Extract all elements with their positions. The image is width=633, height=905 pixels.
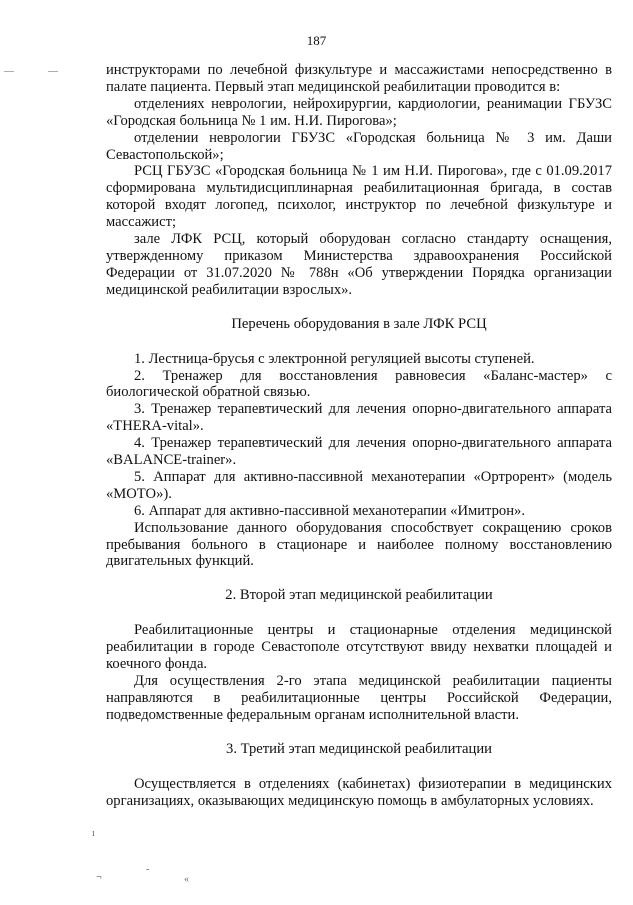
paragraph: Осуществляется в отделениях (кабинетах) физиотерапии в медицинских организациях, оказывающих медицинскую помощь в амбулаторных условиях. bbox=[106, 775, 612, 809]
scan-mark: — bbox=[48, 66, 58, 77]
section-heading: 2. Второй этап медицинской реабилитации bbox=[225, 587, 493, 604]
list-item: 4. Тренажер терапевтический для лечения опорно-двигательного аппарата «BALANCE-trainer». bbox=[106, 435, 612, 469]
scan-mark: - bbox=[146, 864, 150, 875]
paragraph: отделениях неврологии, нейрохирургии, кардиологии, реанимации ГБУЗС «Городская больница № 1 им. Н.И. Пирогова»; bbox=[106, 95, 612, 129]
paragraph: Для осуществления 2-го этапа медицинской реабилитации пациенты направляются в реабилитационные центры Российской Федерации, подведомственные федеральным органам исполнительной власти. bbox=[106, 673, 612, 723]
list-item: 3. Тренажер терапевтический для лечения опорно-двигательного аппарата «THERA-vital». bbox=[106, 401, 612, 435]
section-heading: 3. Третий этап медицинской реабилитации bbox=[226, 740, 492, 757]
scan-mark: ı bbox=[92, 828, 95, 839]
paragraph: РСЦ ГБУЗС «Городская больница № 1 им Н.И. Пирогова», где с 01.09.2017 сформирована мультидисциплинарная реабилитационная бригада, в состав которой входят логопед, психолог, инструктор по лечебной физкультуре и массажист; bbox=[106, 163, 612, 231]
list-item: 5. Аппарат для активно-пассивной механотерапии «Ортрорент» (модель «МОТО»). bbox=[106, 468, 612, 502]
scan-mark: « bbox=[184, 874, 189, 885]
paragraph: зале ЛФК РСЦ, который оборудован согласно стандарту оснащения, утвержденному приказом Министерства здравоохранения Российской Федерации от 31.07.2020 № 788н «Об утверждении Порядка организации медицинской реабилитации взрослых». bbox=[106, 231, 612, 298]
page-number: 187 bbox=[306, 33, 327, 48]
list-item: 6. Аппарат для активно-пассивной механотерапии «Имитрон». bbox=[134, 502, 525, 519]
scan-mark: ¬ bbox=[96, 872, 102, 883]
list-item: 1. Лестница-брусья с электронной регуляцией высоты ступеней. bbox=[134, 350, 535, 367]
paragraph: отделении неврологии ГБУЗС «Городская больница № 3 им. Даши Севастопольской»; bbox=[106, 129, 612, 163]
paragraph: Реабилитационные центры и стационарные отделения медицинской реабилитации в городе Севастополе отсутствуют ввиду нехватки площадей и коечного фонда. bbox=[106, 622, 612, 673]
paragraph: Использование данного оборудования способствует сокращению сроков пребывания больного в стационаре и наиболее полному восстановлению двигательных функций. bbox=[106, 519, 612, 570]
paragraph: инструкторами по лечебной физкультуре и массажистами непосредственно в палате пациента. Первый этап медицинской реабилитации проводится в: bbox=[106, 62, 612, 95]
document-body bbox=[106, 62, 612, 809]
list-item: 2. Тренажер для восстановления равновесия «Баланс-мастер» с биологической обратной связью. bbox=[106, 367, 612, 401]
equipment-heading: Перечень оборудования в зале ЛФК РСЦ bbox=[231, 315, 487, 332]
scan-mark: — bbox=[4, 66, 14, 77]
